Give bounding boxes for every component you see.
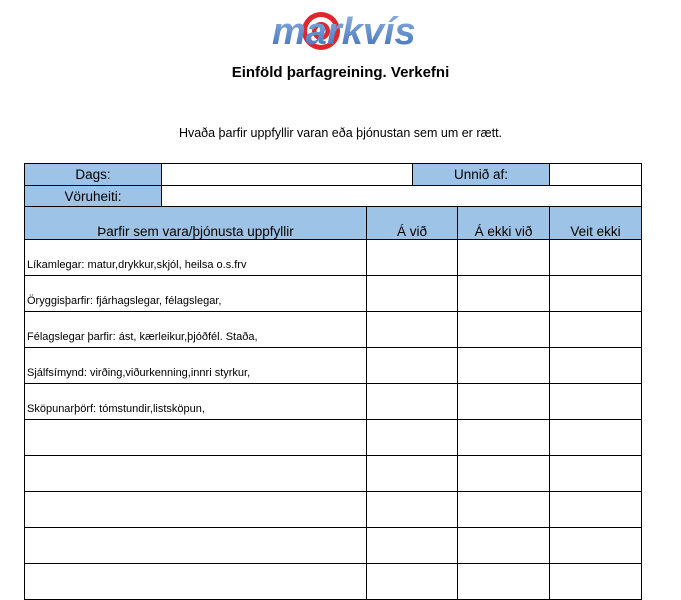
dont-know-cell[interactable] [550, 312, 642, 348]
product-name-label: Vöruheiti: [25, 186, 162, 207]
applies-cell[interactable] [367, 564, 458, 600]
need-label: Sjálfsímynd: virðing,viðurkenning,innri styrkur, [25, 348, 367, 384]
table-row [25, 384, 642, 420]
logo-text-start: m [272, 11, 306, 53]
document-question: Hvaða þarfir uppfyllir varan eða þjónustan sem um er rætt. [178, 126, 503, 140]
applies-cell[interactable] [367, 312, 458, 348]
worked-by-field[interactable] [550, 164, 642, 186]
applies-cell[interactable] [367, 456, 458, 492]
table-row [25, 348, 642, 384]
applies-cell[interactable] [367, 420, 458, 456]
table-row [25, 456, 642, 492]
header-not-applicable: Á ekki við [458, 207, 550, 240]
applies-cell[interactable] [367, 528, 458, 564]
needs-table-header [25, 207, 642, 240]
dont-know-cell[interactable] [550, 384, 642, 420]
need-label[interactable] [25, 456, 367, 492]
applies-cell[interactable] [367, 384, 458, 420]
table-row [25, 276, 642, 312]
document-title: Einföld þarfagreining. Verkefni [231, 64, 450, 81]
date-label: Dags: [25, 164, 162, 186]
svg-text:markvís [272, 11, 416, 53]
logo-text-ring: a [305, 11, 327, 53]
not-applicable-cell[interactable] [458, 312, 550, 348]
header-dont-know: Veit ekki [550, 207, 642, 240]
applies-cell[interactable] [367, 492, 458, 528]
need-label: Félagslegar þarfir: ást, kærleikur,þjóðfél. Staða, [25, 312, 367, 348]
dont-know-cell[interactable] [550, 456, 642, 492]
table-row [25, 492, 642, 528]
not-applicable-cell[interactable] [458, 384, 550, 420]
logo-text-end: rkvís [326, 11, 416, 53]
need-label: Líkamlegar: matur,drykkur,skjól, heilsa o.s.frv [25, 240, 367, 276]
header-applies: Á við [367, 207, 458, 240]
product-name-field[interactable] [162, 186, 642, 207]
dont-know-cell[interactable] [550, 564, 642, 600]
table-row [25, 528, 642, 564]
header-needs: Þarfir sem vara/þjónusta uppfyllir [25, 207, 367, 240]
not-applicable-cell[interactable] [458, 456, 550, 492]
not-applicable-cell[interactable] [458, 420, 550, 456]
not-applicable-cell[interactable] [458, 276, 550, 312]
applies-cell[interactable] [367, 240, 458, 276]
dont-know-cell[interactable] [550, 528, 642, 564]
table-row [25, 240, 642, 276]
not-applicable-cell[interactable] [458, 240, 550, 276]
applies-cell[interactable] [367, 276, 458, 312]
need-label[interactable] [25, 420, 367, 456]
table-row [25, 564, 642, 600]
dont-know-cell[interactable] [550, 492, 642, 528]
dont-know-cell[interactable] [550, 348, 642, 384]
table-row [25, 312, 642, 348]
not-applicable-cell[interactable] [458, 492, 550, 528]
needs-analysis-form [24, 163, 642, 600]
need-label: Öryggisþarfir: fjárhagslegar, félagslegar, [25, 276, 367, 312]
table-row [25, 420, 642, 456]
not-applicable-cell[interactable] [458, 528, 550, 564]
need-label: Sköpunarþörf: tómstundir,listsköpun, [25, 384, 367, 420]
need-label[interactable] [25, 528, 367, 564]
applies-cell[interactable] [367, 348, 458, 384]
not-applicable-cell[interactable] [458, 348, 550, 384]
dont-know-cell[interactable] [550, 240, 642, 276]
date-field[interactable] [162, 164, 413, 186]
need-label[interactable] [25, 564, 367, 600]
dont-know-cell[interactable] [550, 276, 642, 312]
need-label[interactable] [25, 492, 367, 528]
markvis-logo [270, 6, 435, 56]
worked-by-label: Unnið af: [413, 164, 550, 186]
not-applicable-cell[interactable] [458, 564, 550, 600]
dont-know-cell[interactable] [550, 420, 642, 456]
